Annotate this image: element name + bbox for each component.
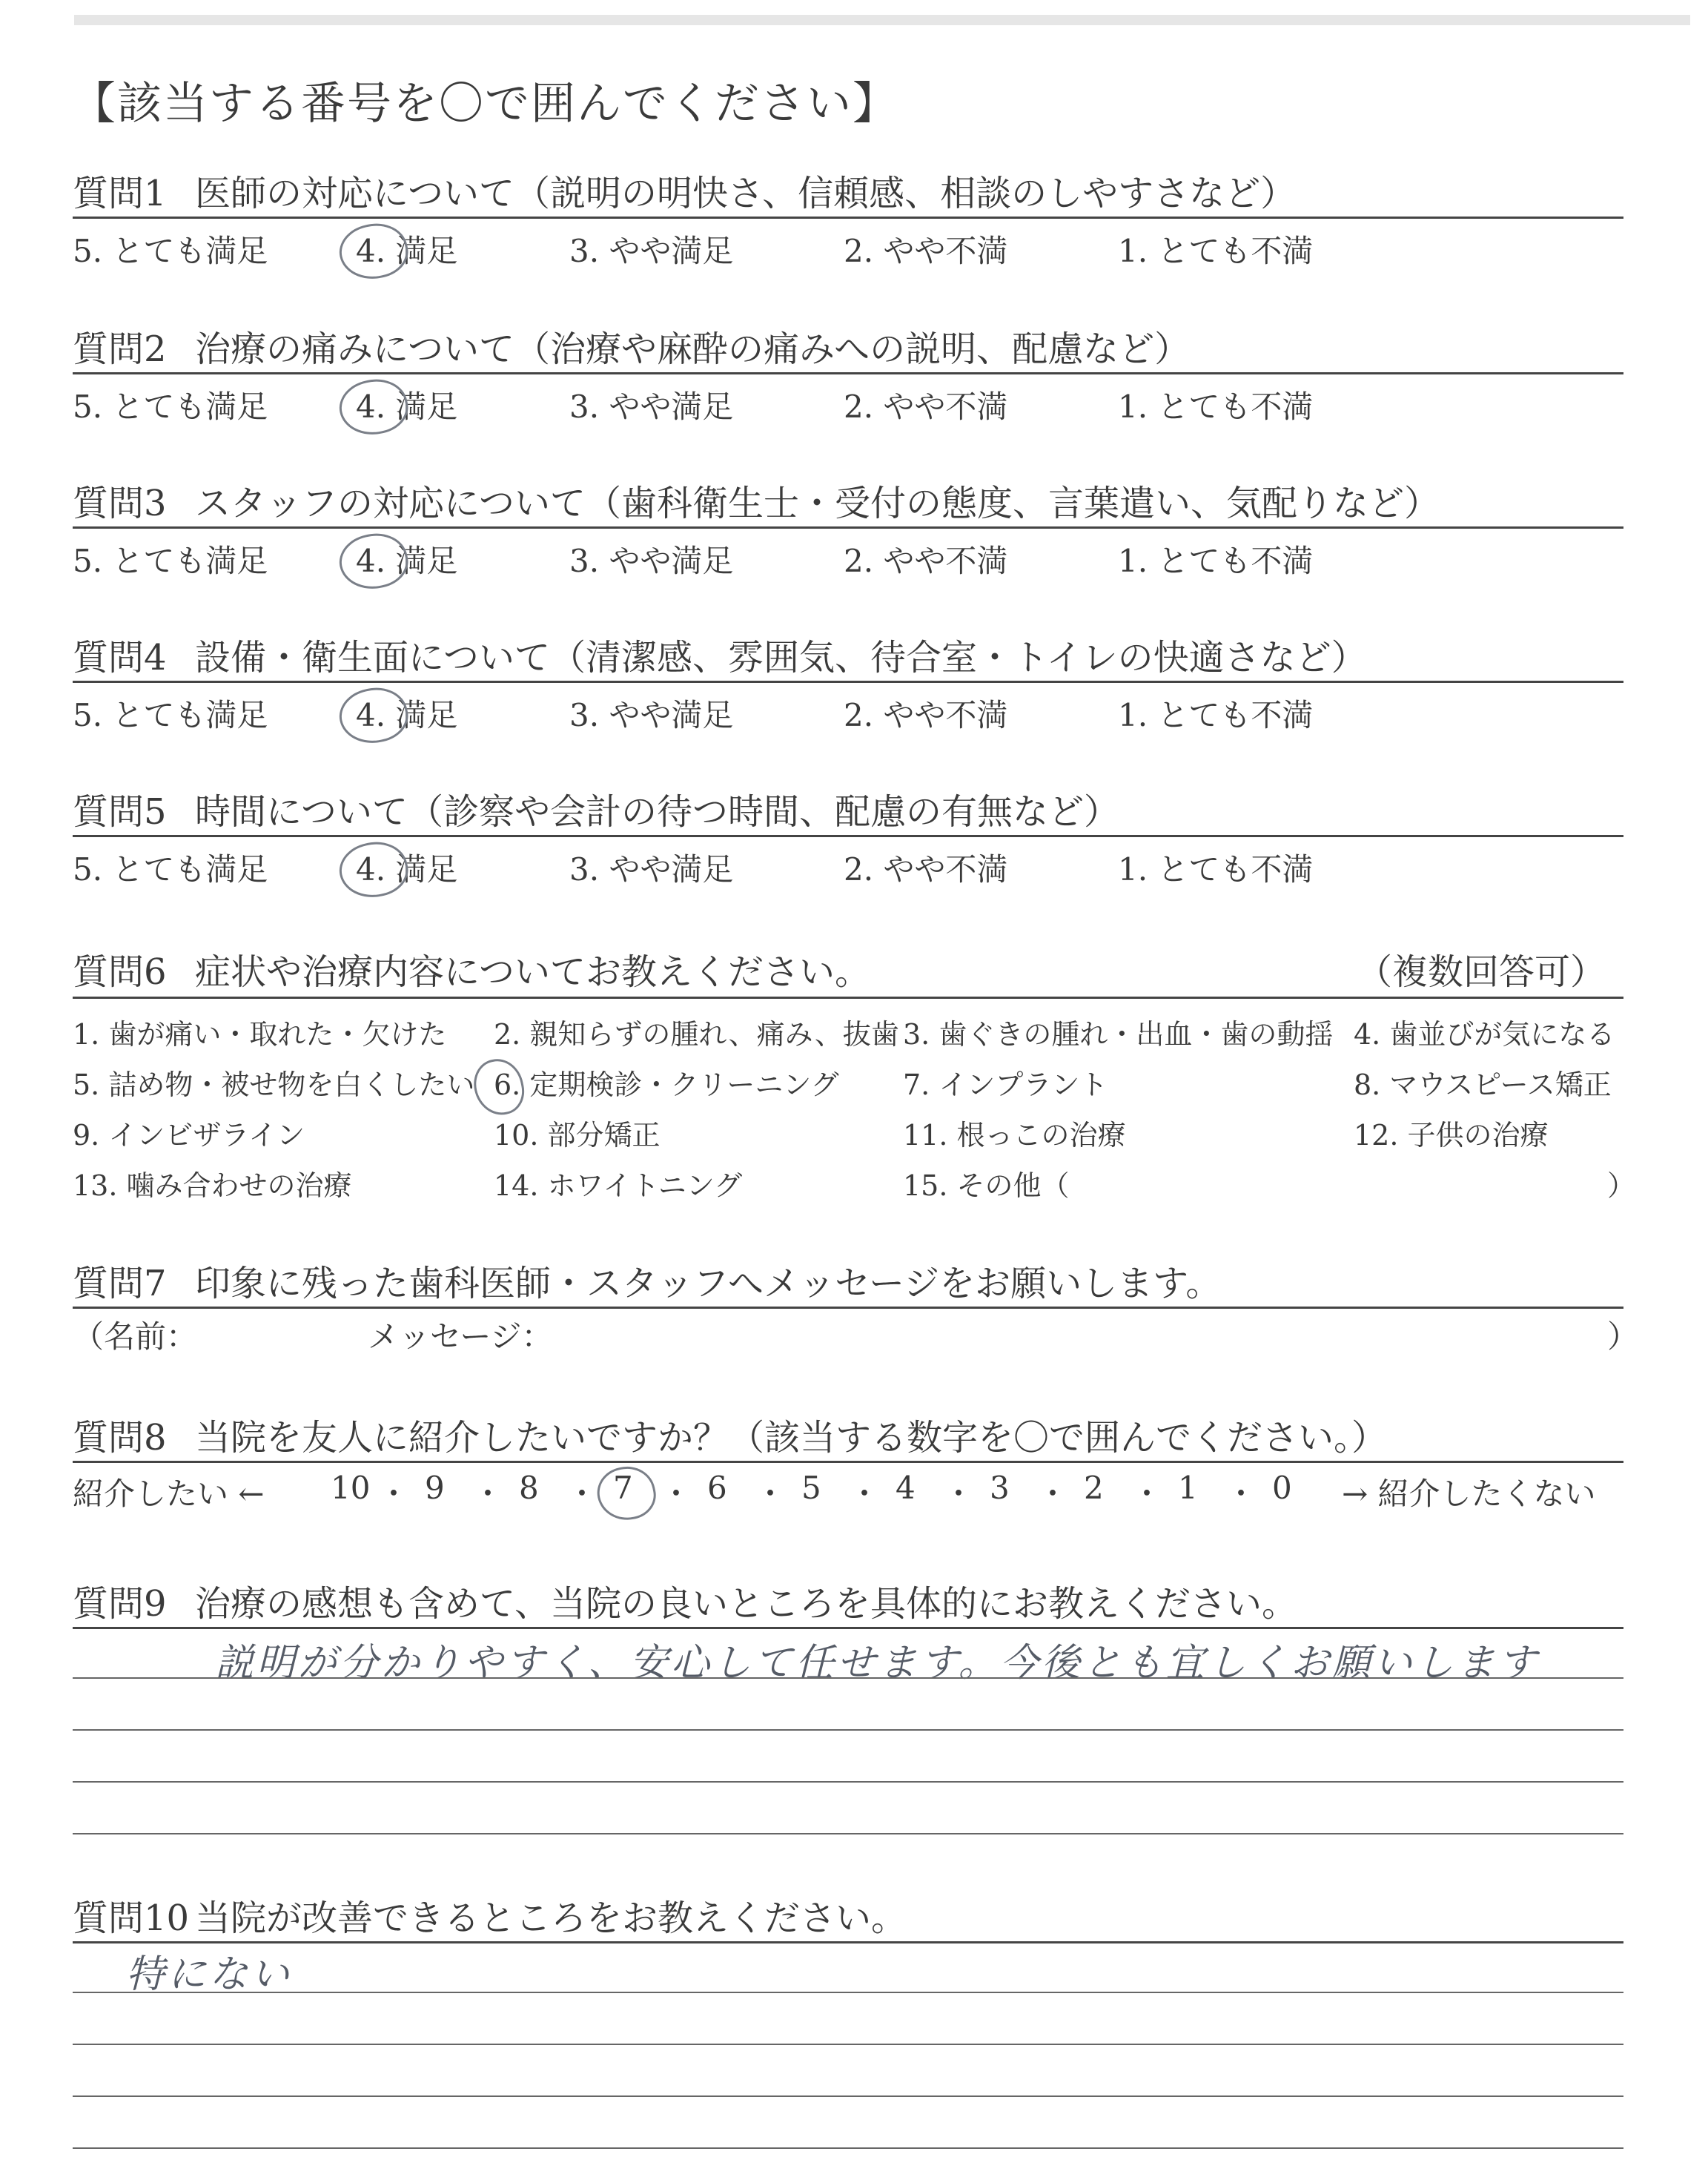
question-9-line-1 [73, 1677, 1623, 1679]
scale-value-8: 8 [519, 1470, 539, 1506]
question-5-rule [73, 835, 1623, 837]
question-4-rule [73, 681, 1623, 683]
question-9-line-2 [73, 1729, 1623, 1731]
question-8-number: 質問8 [73, 1417, 167, 1459]
question-6-number: 質問6 [73, 951, 167, 993]
question-2-rule [73, 372, 1623, 374]
question-3-option-3: 3. やや満足 [569, 543, 734, 579]
option-10: 10. 部分矯正 [494, 1119, 661, 1152]
question-4-number: 質問4 [73, 637, 167, 678]
question-6-rule [73, 997, 1623, 999]
scale-separator: ・ [849, 1476, 881, 1512]
option-7: 7. インプラント [903, 1069, 1108, 1101]
scale-value-1: 1 [1178, 1470, 1198, 1506]
question-2-heading [73, 320, 1190, 371]
scale-separator: ・ [661, 1476, 692, 1512]
question-7-message-label: メッセージ： [368, 1318, 553, 1355]
scale-separator: ・ [755, 1476, 787, 1512]
option-1: 1. 歯が痛い・取れた・欠けた [73, 1018, 447, 1051]
question-7-text: 印象に残った歯科医師・スタッフへメッセージをお願いします。 [195, 1263, 1222, 1304]
question-4-option-1: 1. とても不満 [1118, 697, 1314, 733]
question-2-option-4: 4. 満足 [356, 389, 458, 425]
question-4-option-2: 2. やや不満 [844, 697, 1008, 733]
question-5-heading [73, 783, 1119, 834]
question-5-option-2: 2. やや不満 [844, 851, 1008, 888]
question-9-line-3 [73, 1781, 1623, 1783]
scale-separator: ・ [1037, 1476, 1069, 1512]
question-4-option-5: 5. とても満足 [73, 697, 268, 733]
scale-value-2: 2 [1084, 1470, 1104, 1506]
question-3-option-5: 5. とても満足 [73, 543, 268, 579]
scale-separator: ・ [378, 1476, 410, 1512]
question-5-option-4: 4. 満足 [356, 851, 458, 888]
scale-value-10: 10 [331, 1470, 371, 1506]
question-2-option-5: 5. とても満足 [73, 389, 268, 425]
question-10-heading [73, 1889, 907, 1941]
scale-separator: ・ [943, 1476, 975, 1512]
question-6-heading [73, 943, 870, 994]
question-7-heading [73, 1255, 1221, 1306]
scale-separator: ・ [1225, 1476, 1257, 1512]
option-9: 9. インビザライン [73, 1119, 305, 1152]
question-10-line-2 [73, 2044, 1623, 2045]
question-1-option-3: 3. やや満足 [569, 233, 734, 269]
question-9-text: 治療の感想も含めて、当院の良いところを具体的にお教えください。 [195, 1583, 1298, 1625]
question-9-heading [73, 1575, 1297, 1626]
scan-edge [74, 15, 1690, 25]
question-8-text: 当院を友人に紹介したいですか？（該当する数字を〇で囲んでください。） [195, 1417, 1388, 1459]
question-10-line-3 [73, 2095, 1623, 2097]
question-10-text: 当院が改善できるところをお教えください。 [195, 1898, 907, 1939]
scale-value-0: 0 [1272, 1470, 1292, 1506]
option-2: 2. 親知らずの腫れ、痛み、抜歯 [494, 1018, 899, 1051]
option-14: 14. ホワイトニング [494, 1169, 743, 1202]
question-6-text: 症状や治療内容についてお教えください。 [195, 951, 871, 993]
question-2-option-3: 3. やや満足 [569, 389, 734, 425]
option-11: 11. 根っこの治療 [903, 1119, 1126, 1152]
scale-value-5: 5 [801, 1470, 821, 1506]
scale-separator: ・ [566, 1476, 598, 1512]
question-5-option-3: 3. やや満足 [569, 851, 734, 888]
question-1-option-2: 2. やや不満 [844, 233, 1008, 269]
question-10-line-4 [73, 2147, 1623, 2149]
question-8-circle-mark [592, 1462, 660, 1526]
question-4-option-3: 3. やや満足 [569, 697, 734, 733]
question-2-text: 治療の痛みについて（治療や麻酔の痛みへの説明、配慮など） [195, 328, 1191, 370]
scale-value-6: 6 [707, 1470, 727, 1506]
question-1-option-5: 5. とても満足 [73, 233, 268, 269]
question-8-right-label: → 紹介したくない [1342, 1476, 1596, 1512]
question-3-option-4: 4. 満足 [356, 543, 458, 579]
question-10-answer: 特にない [126, 1952, 293, 1997]
question-9-number: 質問9 [73, 1583, 167, 1625]
question-5-option-1: 1. とても不満 [1118, 851, 1314, 888]
option-8: 8. マウスピース矯正 [1354, 1069, 1612, 1101]
option-4: 4. 歯並びが気になる [1354, 1018, 1615, 1051]
option-15: 15. その他（ [903, 1169, 1070, 1202]
question-9-answer: 説明が分かりやすく、安心して任せます。今後とも宜しくお願いします [215, 1641, 1540, 1685]
question-5-number: 質問5 [73, 791, 167, 833]
question-3-option-2: 2. やや不満 [844, 543, 1008, 579]
question-9-line-4 [73, 1833, 1623, 1834]
question-5-option-5: 5. とても満足 [73, 851, 268, 888]
question-6-note: （複数回答可） [1357, 951, 1606, 993]
scale-value-9: 9 [425, 1470, 445, 1506]
question-10-number: 質問10 [73, 1898, 190, 1939]
question-3-rule [73, 526, 1623, 529]
question-1-option-1: 1. とても不満 [1118, 233, 1314, 269]
page-title: 【該当する番号を〇で囲んでください】 [71, 78, 898, 130]
option-3: 3. 歯ぐきの腫れ・出血・歯の動揺 [903, 1018, 1334, 1051]
scale-value-3: 3 [990, 1470, 1010, 1506]
question-4-text: 設備・衛生面について（清潔感、雰囲気、待合室・トイレの快適さなど） [195, 637, 1367, 678]
question-10-rule [73, 1941, 1623, 1943]
scale-value-7: 7 [613, 1470, 633, 1506]
question-7-close: ） [1607, 1318, 1639, 1355]
question-8-rule [73, 1461, 1623, 1463]
question-1-heading [73, 165, 1296, 216]
option-5: 5. 詰め物・被せ物を白くしたい [73, 1069, 475, 1101]
question-3-heading [73, 475, 1440, 526]
question-3-number: 質問3 [73, 483, 167, 524]
scale-value-4: 4 [896, 1470, 916, 1506]
question-3-text: スタッフの対応について（歯科衛生士・受付の態度、言葉遣い、気配りなど） [195, 483, 1440, 524]
question-2-option-1: 1. とても不満 [1118, 389, 1314, 425]
question-1-number: 質問1 [73, 173, 167, 214]
option-6: 6. 定期検診・クリーニング [494, 1069, 839, 1101]
question-4-heading [73, 629, 1367, 680]
question-8-heading [73, 1409, 1387, 1460]
option-12: 12. 子供の治療 [1354, 1119, 1549, 1152]
scale-separator: ・ [472, 1476, 504, 1512]
question-7-number: 質問7 [73, 1263, 167, 1304]
question-7-name-label: （名前： [73, 1318, 198, 1355]
option-other-close: ） [1607, 1169, 1636, 1202]
question-4-option-4: 4. 満足 [356, 697, 458, 733]
question-2-option-2: 2. やや不満 [844, 389, 1008, 425]
question-10-line-1 [73, 1992, 1623, 1993]
question-5-text: 時間について（診察や会計の待つ時間、配慮の有無など） [195, 791, 1120, 833]
question-2-number: 質問2 [73, 328, 167, 370]
question-9-rule [73, 1627, 1623, 1629]
question-1-rule [73, 217, 1623, 219]
scale-separator: ・ [1131, 1476, 1163, 1512]
option-13: 13. 噛み合わせの治療 [73, 1169, 352, 1202]
question-1-text: 医師の対応について（説明の明快さ、信頼感、相談のしやすさなど） [195, 173, 1297, 214]
question-8-left-label: 紹介したい ← [73, 1476, 265, 1512]
question-7-rule [73, 1307, 1623, 1309]
question-3-option-1: 1. とても不満 [1118, 543, 1314, 579]
question-1-option-4: 4. 満足 [356, 233, 458, 269]
